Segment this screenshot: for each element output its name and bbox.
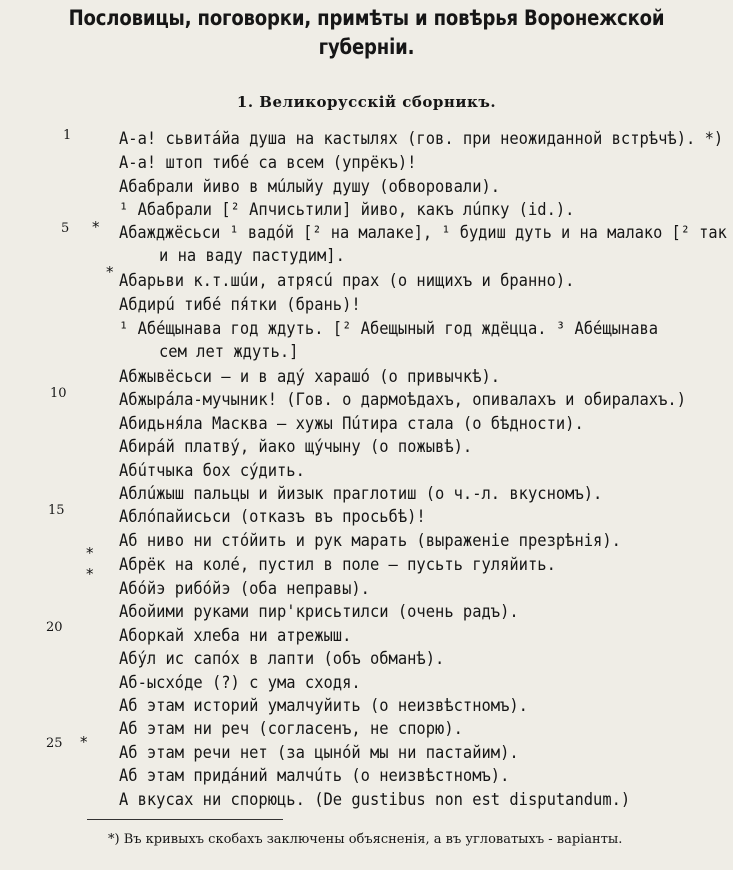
proverb-line: Абабрали йиво в мúлыйу душу (обворовали). xyxy=(119,176,501,196)
asterisk-marker: * xyxy=(86,544,94,562)
asterisk-marker: * xyxy=(80,733,88,751)
asterisk-marker: * xyxy=(92,218,100,236)
proverb-line: Аб этам историй умалчуйить (о неизвѣстномъ). xyxy=(119,695,528,715)
proverb-line: Аборкай хлеба ни атрежыш. xyxy=(119,625,352,645)
proverb-line: ¹ Абабрали [² Апчисьтили] йиво, какъ лúпку (id.). xyxy=(119,199,575,219)
proverb-line: Аблóпайисьси (отказъ въ просьбѣ)! xyxy=(119,506,426,526)
line-number-25: 25 xyxy=(46,736,63,751)
footnote-divider xyxy=(87,819,283,820)
asterisk-marker: * xyxy=(86,565,94,583)
proverb-line: ¹ Абéщынава год ждуть. [² Абещыный год ждёцца. ³ Абéщынава xyxy=(119,318,659,338)
proverb-line: Абу́л ис сапóх в лапти (объ обманѣ). xyxy=(119,648,445,668)
proverb-line: Абидьня́ла Масква — хужы Пúтира стала (о бѣдности). xyxy=(119,413,584,433)
proverb-line: Аб ниво ни стóйить и рук марать (выраженіе презрѣнія). xyxy=(119,530,621,550)
proverb-line: Аблúжыш пальцы и йизык праглотиш (о ч.-л. вкусномъ). xyxy=(119,483,603,503)
proverb-line: Аб-ысхóде (?) с ума сходя. xyxy=(119,672,361,692)
line-number-20: 20 xyxy=(46,620,63,635)
page-title-line-1: Пословицы, поговорки, примѣты и повѣрья Воронежской xyxy=(68,6,665,30)
proverb-line-continuation: сем лет ждуть.] xyxy=(159,341,299,361)
asterisk-marker: * xyxy=(106,263,114,281)
line-number-10: 10 xyxy=(50,386,67,401)
proverb-line: Абрёк на колé, пустил в поле — пусьть гуляйить. xyxy=(119,554,556,574)
proverb-line: А вкусах ни спорюць. (De gustibus non est disputandum.) xyxy=(119,789,631,809)
line-number-15: 15 xyxy=(48,503,65,518)
proverb-line: Аб этам ни реч (согласенъ, не спорю). xyxy=(119,718,463,738)
proverb-line: Абжывёсьси — и в аду́ харашó (о привычкѣ). xyxy=(119,366,501,386)
proverb-line: Аб этам речи нет (за цынóй мы ни пастайим). xyxy=(119,742,519,762)
proverb-line: Абирáй платву́, йако щу́чыну (о пожывѣ). xyxy=(119,436,473,456)
proverb-line: Абúтчыка бох су́дить. xyxy=(119,460,305,480)
section-heading: 1. Великорусскій сборникъ. xyxy=(236,93,497,111)
proverb-line: А-а! штоп тибé са всем (упрёкъ)! xyxy=(119,152,417,172)
proverb-line: Абóйэ рибóйэ (оба неправы). xyxy=(119,578,370,598)
proverb-line: Абажджёсьси ¹ вадóй [² на малаке], ¹ будиш дуть и на малако [² так xyxy=(119,222,727,242)
footnote: *) Въ кривыхъ скобахъ заключены объясненія, а въ угловатыхъ - варіанты. xyxy=(108,832,623,847)
proverb-line: Абойими руками пир'крисьтилси (очень радъ). xyxy=(119,601,519,621)
line-number-5: 5 xyxy=(61,221,70,236)
line-number-1: 1 xyxy=(63,128,72,143)
page-title-line-2: губерніи. xyxy=(318,35,415,59)
proverb-line: А-а! сьвитáйа душа на кастылях (гов. при неожиданной встрѣчѣ). *) xyxy=(119,128,724,148)
proverb-line: Абарьви к.т.шúи, атрясú прах (о нищихъ и бранно). xyxy=(119,270,575,290)
proverb-line-continuation: и на ваду пастудим]. xyxy=(159,245,345,265)
proverb-line: Аб этам придáний малчúть (о неизвѣстномъ). xyxy=(119,765,510,785)
proverb-line: Абдирú тибé пя́тки (брань)! xyxy=(119,294,361,314)
proverb-line: Абжырáла-мучыник! (Гов. о дармоѣдахъ, опивалахъ и обиралахъ.) xyxy=(119,389,686,409)
